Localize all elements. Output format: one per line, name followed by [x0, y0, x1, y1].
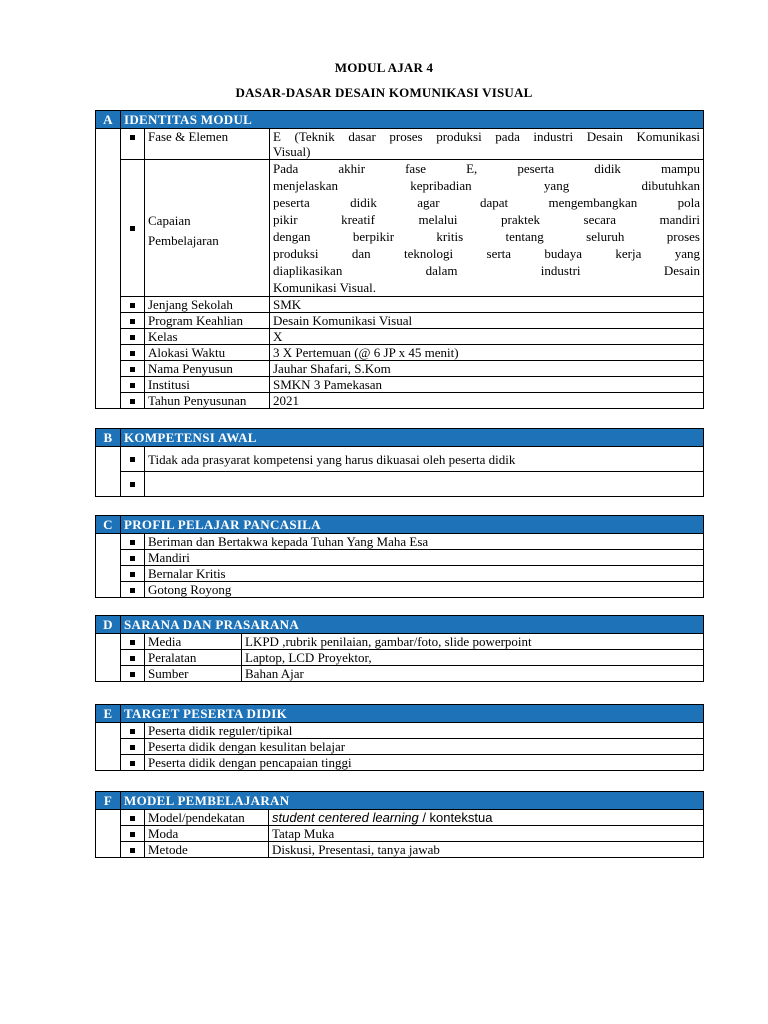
list-item-text: Mandiri	[145, 550, 704, 566]
section-letter: E	[96, 705, 121, 723]
row-value: 3 X Pertemuan (@ 6 JP x 45 menit)	[270, 345, 704, 361]
row-label: Jenjang Sekolah	[145, 297, 270, 313]
row-label: Tahun Penyusunan	[145, 393, 270, 409]
value-line: Visual)	[273, 144, 311, 159]
bullet-icon	[121, 826, 145, 842]
bullet-icon	[121, 566, 145, 582]
bullet-icon	[121, 666, 145, 682]
value-line: pikir kreatif melalui praktek secara mandiri	[273, 212, 700, 227]
table-row	[96, 361, 704, 377]
section-heading: SARANA DAN PRASARANA	[121, 616, 704, 634]
row-value: 2021	[270, 393, 704, 409]
row-value: Jauhar Shafari, S.Kom	[270, 361, 704, 377]
list-item	[96, 550, 704, 566]
bullet-icon	[121, 550, 145, 566]
bullet-icon	[121, 345, 145, 361]
list-item	[96, 566, 704, 582]
list-item-text: Tidak ada prasyarat kompetensi yang harus dikuasai oleh peserta didik	[145, 447, 704, 472]
section-letter: F	[96, 792, 121, 810]
bullet-icon	[121, 160, 145, 297]
section-spacer	[96, 534, 121, 598]
row-label: Metode	[145, 842, 269, 858]
row-label: Institusi	[145, 377, 270, 393]
row-label: Kelas	[145, 329, 270, 345]
row-label: Sumber	[145, 666, 242, 682]
list-item-text: Peserta didik dengan kesulitan belajar	[145, 739, 704, 755]
row-value	[270, 129, 704, 160]
table-row	[96, 129, 704, 160]
section-spacer	[96, 129, 121, 409]
bullet-icon	[121, 650, 145, 666]
row-value: Bahan Ajar	[242, 666, 704, 682]
bullet-icon	[121, 723, 145, 739]
table-row	[96, 650, 704, 666]
table-row	[96, 842, 704, 858]
bullet-icon	[121, 472, 145, 497]
table-row	[96, 313, 704, 329]
section-kompetensi-awal	[95, 428, 704, 497]
bullet-icon	[121, 534, 145, 550]
row-value	[270, 160, 704, 297]
value-line: peserta didik agar dapat mengembangkan pola	[273, 195, 700, 210]
section-identitas-modul	[95, 110, 704, 409]
row-value: Tatap Muka	[269, 826, 704, 842]
section-model-pembelajaran	[95, 791, 704, 858]
table-row	[96, 634, 704, 650]
bullet-icon	[121, 313, 145, 329]
section-heading: KOMPETENSI AWAL	[121, 429, 704, 447]
bullet-icon	[121, 377, 145, 393]
table-row	[96, 160, 704, 297]
value-line: dengan berpikir kritis tentang seluruh proses	[273, 229, 700, 244]
list-item-text: Peserta didik dengan pencapaian tinggi	[145, 755, 704, 771]
section-letter: A	[96, 111, 121, 129]
section-heading: PROFIL PELAJAR PANCASILA	[121, 516, 704, 534]
list-item-text: Peserta didik reguler/tipikal	[145, 723, 704, 739]
section-spacer	[96, 723, 121, 771]
table-row	[96, 393, 704, 409]
row-label: Nama Penyusun	[145, 361, 270, 377]
row-label: Alokasi Waktu	[145, 345, 270, 361]
table-row	[96, 810, 704, 826]
bullet-icon	[121, 755, 145, 771]
row-label: Program Keahlian	[145, 313, 270, 329]
bullet-icon	[121, 361, 145, 377]
row-value: LKPD ,rubrik penilaian, gambar/foto, slide powerpoint	[242, 634, 704, 650]
bullet-icon	[121, 447, 145, 472]
bullet-icon	[121, 393, 145, 409]
value-line: diaplikasikan dalam industri Desain	[273, 263, 700, 278]
section-spacer	[96, 634, 121, 682]
bullet-icon	[121, 739, 145, 755]
value-line: Pada akhir fase E, peserta didik mampu	[273, 161, 700, 176]
bullet-icon	[121, 329, 145, 345]
list-item	[96, 755, 704, 771]
list-item-text	[145, 472, 704, 497]
section-letter: C	[96, 516, 121, 534]
bullet-icon	[121, 634, 145, 650]
list-item	[96, 534, 704, 550]
row-value: Desain Komunikasi Visual	[270, 313, 704, 329]
value-line: menjelaskan kepribadian yang dibutuhkan	[273, 178, 700, 193]
row-label: Fase & Elemen	[145, 129, 270, 160]
list-item	[96, 447, 704, 472]
list-item	[96, 739, 704, 755]
row-value: Laptop, LCD Proyektor,	[242, 650, 704, 666]
list-item-text: Beriman dan Bertakwa kepada Tuhan Yang Maha Esa	[145, 534, 704, 550]
section-sarana-dan-prasarana	[95, 615, 704, 682]
table-row	[96, 666, 704, 682]
row-label	[145, 160, 270, 297]
bullet-icon	[121, 842, 145, 858]
page-title: MODUL AJAR 4	[334, 60, 434, 75]
row-label: Moda	[145, 826, 269, 842]
row-value	[269, 810, 704, 826]
row-value: Diskusi, Presentasi, tanya jawab	[269, 842, 704, 858]
table-row	[96, 826, 704, 842]
value-line: E (Teknik dasar proses produksi pada industri Desain Komunikasi	[273, 129, 700, 144]
table-row	[96, 329, 704, 345]
bullet-icon	[121, 582, 145, 598]
row-value: SMK	[270, 297, 704, 313]
section-heading: MODEL PEMBELAJARAN	[121, 792, 704, 810]
value-line: produksi dan teknologi serta budaya kerja yang	[273, 246, 700, 261]
page-subtitle: DASAR-DASAR DESAIN KOMUNIKASI VISUAL	[235, 85, 533, 100]
section-letter: B	[96, 429, 121, 447]
section-heading: TARGET PESERTA DIDIK	[121, 705, 704, 723]
value-line: Komunikasi Visual.	[273, 280, 376, 295]
section-profil-pelajar-pancasila	[95, 515, 704, 598]
list-item	[96, 582, 704, 598]
bullet-icon	[121, 810, 145, 826]
section-spacer	[96, 810, 121, 858]
bullet-icon	[121, 297, 145, 313]
table-row	[96, 345, 704, 361]
list-item-text: Bernalar Kritis	[145, 566, 704, 582]
row-label: Media	[145, 634, 242, 650]
list-item-text: Gotong Royong	[145, 582, 704, 598]
table-row	[96, 377, 704, 393]
row-value: X	[270, 329, 704, 345]
row-value: SMKN 3 Pamekasan	[270, 377, 704, 393]
row-label: Model/pendekatan	[145, 810, 269, 826]
list-item	[96, 472, 704, 497]
section-target-peserta-didik	[95, 704, 704, 771]
label-line: Pembelajaran	[148, 233, 219, 248]
section-heading: IDENTITAS MODUL	[121, 111, 704, 129]
row-label: Peralatan	[145, 650, 242, 666]
bullet-icon	[121, 129, 145, 160]
list-item	[96, 723, 704, 739]
table-row	[96, 297, 704, 313]
label-line: Capaian	[148, 213, 191, 228]
section-spacer	[96, 447, 121, 497]
section-letter: D	[96, 616, 121, 634]
value-rest: / kontekstua	[418, 810, 493, 825]
value-italic: student centered learning	[272, 810, 419, 825]
